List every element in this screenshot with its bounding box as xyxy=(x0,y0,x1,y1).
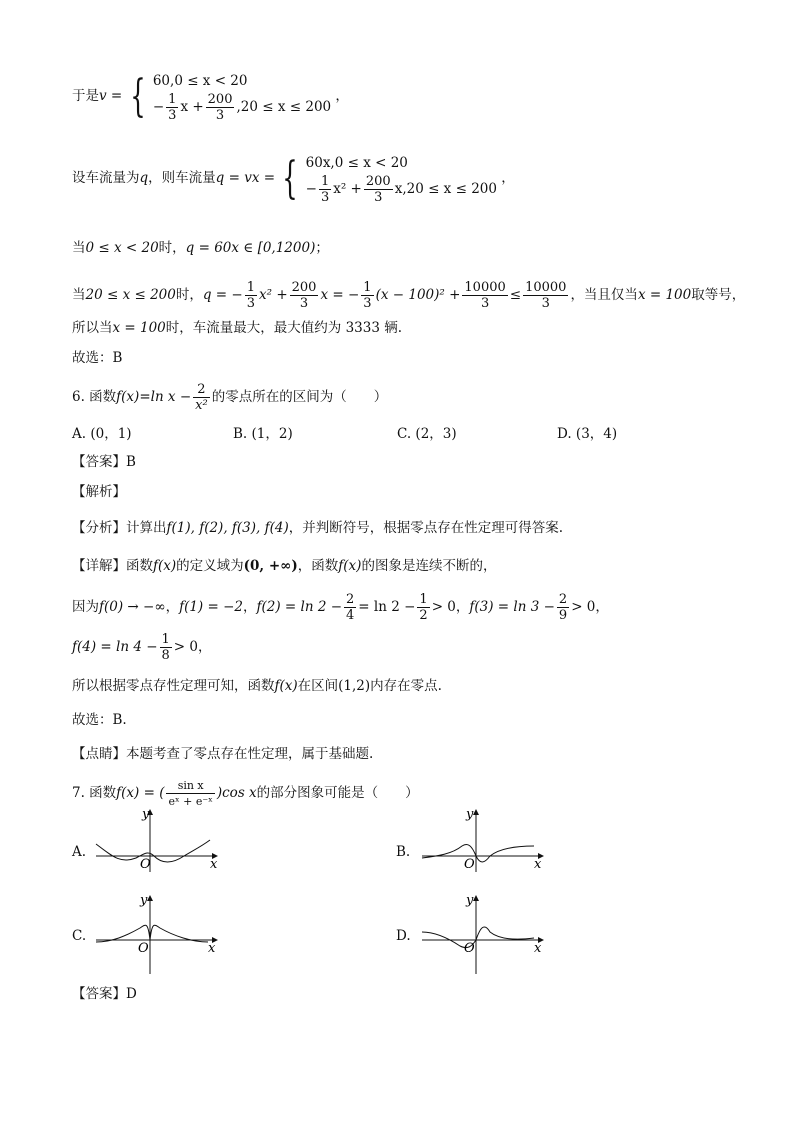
q-cases xyxy=(306,152,497,205)
q-p2-a: − xyxy=(305,181,317,197)
q-p2-c: x,20 ≤ x ≤ 200 xyxy=(394,181,497,197)
answer-value: B xyxy=(126,454,136,470)
q7-graph-c xyxy=(92,890,222,976)
t: 的图象是连续不断的， xyxy=(361,558,497,574)
t: x² + xyxy=(259,287,288,303)
t: 6. 函数 xyxy=(72,389,117,405)
origin-label: O xyxy=(464,857,475,872)
den: x² xyxy=(195,398,208,413)
q-piece1: 60x,0 ≤ x < 20 xyxy=(305,155,408,171)
den: 3 xyxy=(363,296,372,311)
t: f(x) xyxy=(153,558,177,574)
num: 1 xyxy=(246,280,255,295)
q6-dianjing xyxy=(72,744,373,764)
t: 时， xyxy=(175,287,203,303)
t: 因为 xyxy=(72,599,99,615)
q6-stem xyxy=(72,382,387,413)
frac xyxy=(523,280,568,311)
num: 1 xyxy=(363,280,372,295)
num: 10000 xyxy=(525,280,567,295)
den: 3 xyxy=(246,296,255,311)
q7-option-b-label: B. xyxy=(396,844,411,860)
t: q = − xyxy=(202,287,243,303)
q6-option-d: D. (3，4) xyxy=(557,426,618,442)
den: 3 xyxy=(462,295,507,311)
q6-line2 xyxy=(72,632,212,663)
t: > 0 xyxy=(431,599,456,615)
axis-y-label: y xyxy=(140,893,148,908)
case1-line xyxy=(72,238,329,258)
case2-line xyxy=(72,280,745,311)
den: 8 xyxy=(161,648,170,663)
q6-fenxi xyxy=(72,518,563,538)
t: 7. 函数 xyxy=(72,785,117,801)
t: ，并判断符号，根据零点存在性定理可得答案. xyxy=(288,520,564,536)
t: 本题考查了零点存在性定理，属于基础题. xyxy=(126,746,374,762)
t: 的零点所在的区间为（ ） xyxy=(211,389,388,405)
q6-line3 xyxy=(72,676,442,696)
t: f(4) = ln 4 − xyxy=(72,639,158,655)
num: 2 xyxy=(346,592,355,607)
q6-option-a: A. (0，1) xyxy=(72,426,132,442)
t: (x − 100)² + xyxy=(375,287,461,303)
t: x = − xyxy=(320,287,360,303)
den: 3 xyxy=(206,107,235,123)
t: x = 100 xyxy=(637,287,692,303)
num: 1 xyxy=(168,92,177,107)
den: 3 xyxy=(320,190,330,205)
answer-tag: 【答案】 xyxy=(72,454,126,470)
den: 3 xyxy=(364,189,393,205)
t: )cos x xyxy=(216,785,257,801)
frac xyxy=(193,382,210,413)
t: = ln 2 − xyxy=(358,599,416,615)
suffix: ， xyxy=(335,88,349,104)
frac xyxy=(364,174,393,205)
q7-stem xyxy=(72,778,419,809)
t: ， xyxy=(595,599,609,615)
q7-graph-d xyxy=(418,890,548,976)
t: 当 xyxy=(72,287,86,303)
v-piece1: 60,0 ≤ x < 20 xyxy=(152,73,248,89)
t: 在区间 xyxy=(297,678,339,694)
q6-answer xyxy=(72,452,136,472)
den: 2 xyxy=(419,608,428,623)
answer-value: D xyxy=(126,986,137,1002)
t: > 0 xyxy=(571,599,596,615)
den: 3 xyxy=(290,295,319,311)
t: > 0 xyxy=(173,639,198,655)
origin-label: O xyxy=(138,941,149,956)
t: 0 ≤ x < 20 xyxy=(85,240,159,256)
t: 函数 xyxy=(126,558,153,574)
t: f(2) = ln 2 − xyxy=(256,599,343,615)
frac xyxy=(160,632,172,663)
q7-answer xyxy=(72,984,137,1004)
q7-option-d-label: D. xyxy=(396,928,411,944)
v-prefix: 于是 xyxy=(72,88,99,104)
answer-tag: 【答案】 xyxy=(72,986,126,1002)
t: ，函数 xyxy=(297,558,339,574)
den: 3 xyxy=(168,108,177,123)
suffix: ， xyxy=(501,170,515,186)
axis-y-label: y xyxy=(466,893,474,908)
t: ， xyxy=(165,599,180,615)
q-prefix: 设车流量为 xyxy=(72,170,140,186)
q6-analysis-tag: 【解析】 xyxy=(72,484,126,500)
t: ， xyxy=(198,639,212,655)
origin-label: O xyxy=(464,941,475,956)
frac xyxy=(344,592,356,623)
frac xyxy=(166,778,214,809)
num: 200 xyxy=(365,174,391,189)
frac xyxy=(245,280,257,311)
axis-x-label: x xyxy=(210,857,218,872)
t: f(3) = ln 3 − xyxy=(469,599,555,615)
t: 时，车流量最大，最大值约为 3333 辆. xyxy=(165,320,403,336)
t: 所以根据零点存性定理可知，函数 xyxy=(72,678,275,694)
q6-xiangjie xyxy=(72,556,496,576)
left-brace: { xyxy=(282,152,299,204)
axis-x-label: x xyxy=(534,941,542,956)
q-definition xyxy=(72,152,515,205)
q6-option-c: C. (2，3) xyxy=(397,426,457,442)
axis-x-label: x xyxy=(534,857,542,872)
t: f(x) xyxy=(338,558,362,574)
fenxi-tag: 【分析】 xyxy=(72,520,126,536)
origin-label: O xyxy=(140,857,151,872)
frac xyxy=(557,592,569,623)
v-piece2 xyxy=(153,92,331,123)
num: 2 xyxy=(558,592,568,607)
dianjing-tag: 【点睛】 xyxy=(72,746,126,762)
num: 1 xyxy=(419,592,428,607)
t: f(x) xyxy=(274,678,298,694)
frac xyxy=(361,280,373,311)
t: f(0) → −∞ xyxy=(99,599,166,615)
q7-graph-b xyxy=(418,806,548,876)
t: q = 60x ∈ [0,1200) xyxy=(185,240,316,256)
q6-option-b: B. (1，2) xyxy=(233,426,293,442)
frac xyxy=(319,174,331,205)
t: f(1), f(2), f(3), f(4) xyxy=(166,520,289,536)
t: 20 ≤ x ≤ 200 xyxy=(85,287,176,303)
t: f(x)=ln x − xyxy=(116,389,192,405)
q-p2-b: x² + xyxy=(333,181,362,197)
v-definition: 于是v = { 60,0 ≤ x < 20 − $\frac{1}{3}$ x + $\frac{200}{3}$ ,20 ≤ x ≤ 200 ， xyxy=(72,70,349,123)
t: f(1) = −2 xyxy=(179,599,243,615)
v-p2-a: − xyxy=(152,99,165,115)
q-piece2 xyxy=(306,174,497,205)
frac xyxy=(417,592,429,623)
t: 时， xyxy=(158,240,186,256)
frac xyxy=(166,92,178,123)
t: ≤ xyxy=(509,287,522,303)
t: (1,2) xyxy=(338,678,371,694)
t: 内存在零点. xyxy=(370,678,442,694)
axis-y-label: y xyxy=(466,807,474,822)
den: 9 xyxy=(558,608,568,623)
v-cases xyxy=(153,70,331,123)
q-mid: ，则车流量 xyxy=(148,170,216,186)
num: 10000 xyxy=(464,280,506,295)
frac xyxy=(290,280,319,311)
t: x = 100 xyxy=(112,320,166,336)
den: 3 xyxy=(523,295,568,311)
conclusion-line xyxy=(72,318,402,338)
q-var: q xyxy=(139,170,149,186)
left-brace: { xyxy=(129,70,146,122)
axis-y-label: y xyxy=(142,807,150,822)
num: 200 xyxy=(291,280,317,295)
t: f(x) = ( xyxy=(116,785,165,801)
den: 4 xyxy=(346,608,355,623)
t: ，当且仅当 xyxy=(570,287,638,303)
choice5: 故选：B xyxy=(72,350,123,366)
num: 200 xyxy=(207,92,233,107)
t: (0, +∞) xyxy=(243,558,298,574)
v-p2-b: x + xyxy=(180,99,204,115)
q7-option-a-label: A. xyxy=(72,844,87,860)
num: 1 xyxy=(320,174,330,189)
t: 的部分图象可能是（ ） xyxy=(256,785,419,801)
q-expr: q = vx = xyxy=(215,170,276,186)
t: 当 xyxy=(72,240,86,256)
num: 1 xyxy=(161,632,170,647)
axis-x-label: x xyxy=(208,941,216,956)
den: eˣ + e⁻ˣ xyxy=(168,795,213,808)
frac xyxy=(462,280,507,311)
q7-option-c-label: C. xyxy=(72,928,87,944)
t: 计算出 xyxy=(126,520,167,536)
num: sin x xyxy=(177,779,204,792)
v-var: v xyxy=(99,88,107,104)
q6-choice: 故选：B. xyxy=(72,712,127,728)
xiangjie-tag: 【详解】 xyxy=(72,558,126,574)
t: ， xyxy=(243,599,257,615)
q7-graph-a xyxy=(92,806,222,876)
frac xyxy=(206,92,235,123)
q6-line1 xyxy=(72,592,609,623)
num: 2 xyxy=(197,382,206,397)
t: 所以当 xyxy=(72,320,113,336)
t: 的定义域为 xyxy=(176,558,244,574)
t: 取等号， xyxy=(691,287,746,303)
t: ， xyxy=(455,599,470,615)
t: ； xyxy=(315,240,329,256)
v-p2-c: ,20 ≤ x ≤ 200 xyxy=(236,99,332,115)
